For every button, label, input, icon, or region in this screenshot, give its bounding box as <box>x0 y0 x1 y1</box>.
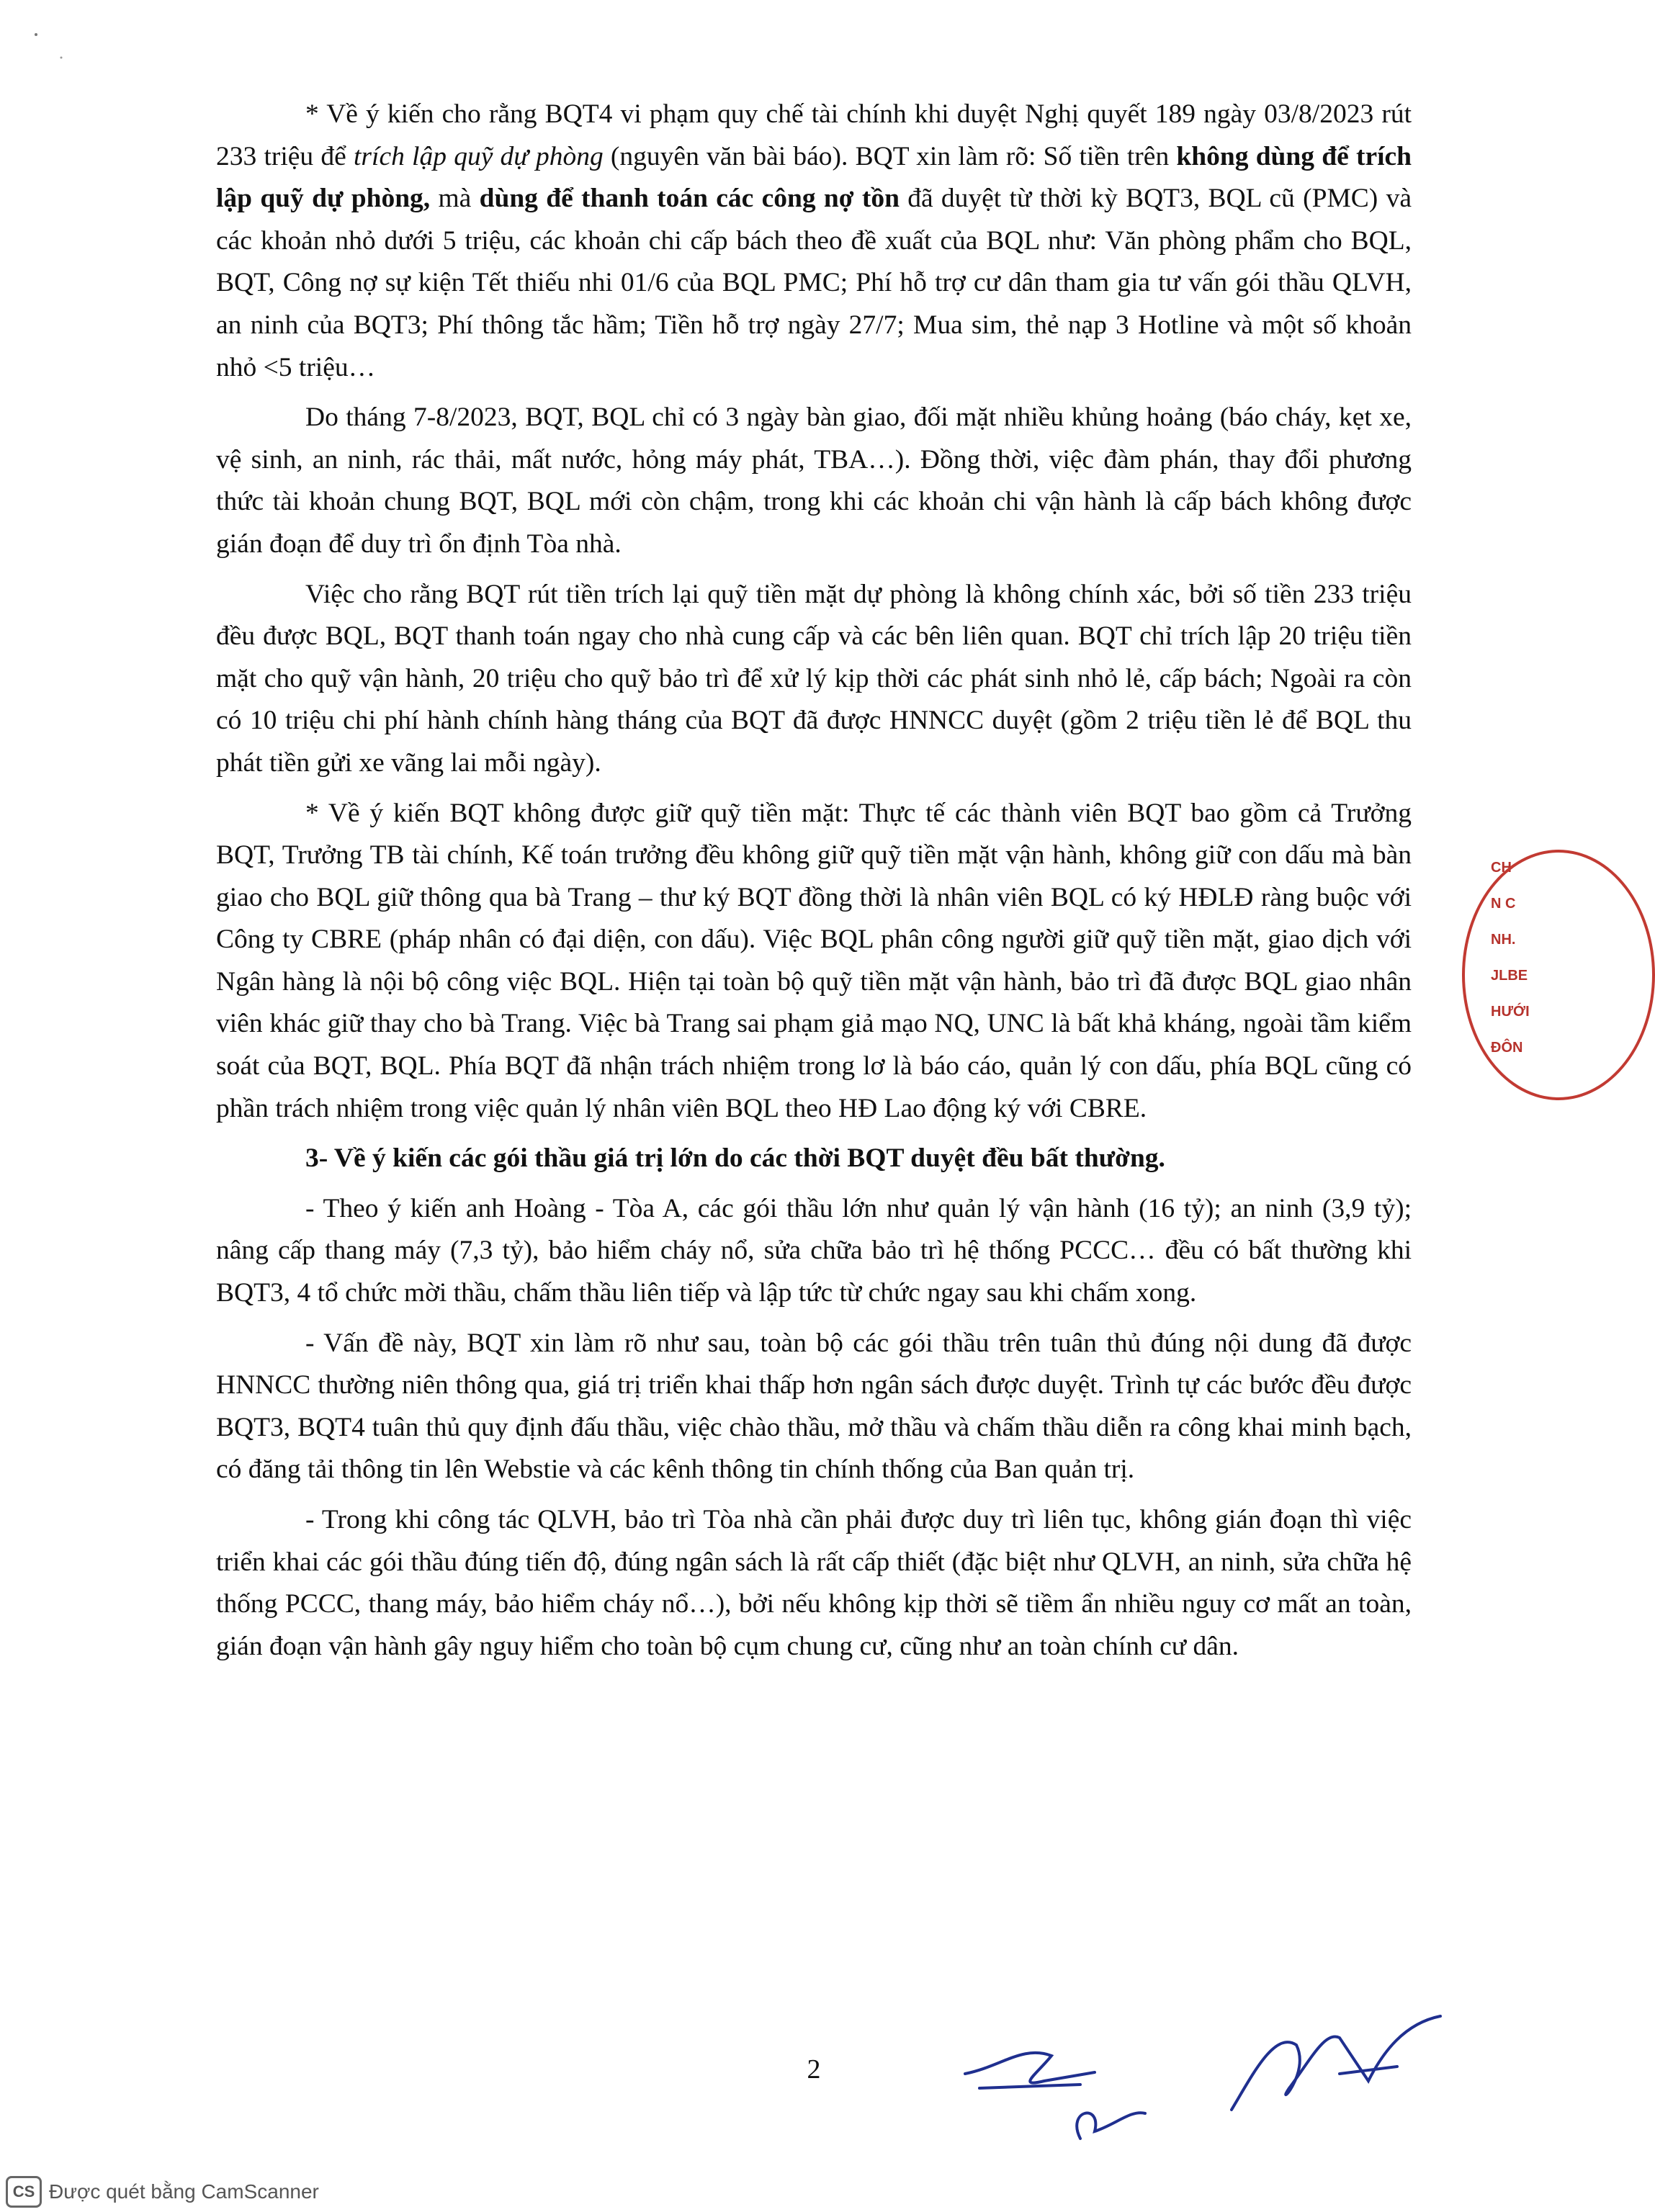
signature-3 <box>1232 2016 1440 2110</box>
paragraph-2: Do tháng 7-8/2023, BQT, BQL chỉ có 3 ngày bàn giao, đối mặt nhiều khủng hoảng (báo cháy, kẹt xe, vệ sinh, an ninh, rác thải, mất nước, hỏng máy phát, TBA…). Đồng thời, việc đàm phán, thay đổi phương thức tài khoản chung BQT, BQL mới còn chậm, trong khi các khoản chi vận hành là cấp bách không được gián đoạn để duy trì ổn định Tòa nhà. <box>216 403 1412 559</box>
stamp-line: ĐÔN <box>1491 1040 1523 1056</box>
scanner-footer-text: Được quét bằng CamScanner <box>49 2180 319 2203</box>
paragraph-6: - Vấn đề này, BQT xin làm rõ như sau, toàn bộ các gói thầu trên tuân thủ đúng nội dung đã được HNNCC thường niên thông qua, giá trị triển khai thấp hơn ngân sách được duyệt. Trình tự các bước đều được BQT3, BQT4 tuân thủ quy định đấu thầu, việc chào thầu, mở thầu và chấm thầu diễn ra công khai minh bạch, có đăng tải thông tin lên Webstie và các kênh thông tin chính thống của Ban quản trị. <box>216 1328 1412 1485</box>
document-body <box>216 94 1412 1676</box>
stamp-line: N C <box>1491 896 1516 912</box>
paragraph-5: - Theo ý kiến anh Hoàng - Tòa A, các gói thầu lớn như quản lý vận hành (16 tỷ); an ninh (3,9 tỷ); nâng cấp thang máy (7,3 tỷ), bảo hiểm cháy nổ, sửa chữa bảo trì hệ thống PCCC… đều có bất thường khi BQT3, 4 tổ chức mời thầu, chấm thầu liên tiếp và lập tức từ chức ngay sau khi chấm xong. <box>216 1193 1412 1308</box>
camscanner-logo-icon: CS <box>6 2176 42 2208</box>
signature-2 <box>1077 2113 1145 2139</box>
stamp-line: HƯỚI <box>1491 1004 1530 1020</box>
paragraph-1: * Về ý kiến cho rằng BQT4 vi phạm quy chế tài chính khi duyệt Nghị quyết 189 ngày 03/8/2023 rút 233 triệu để trích lập quỹ dự phòng (nguyên văn bài báo). BQT xin làm rõ: Số tiền trên không dùng để trích lập quỹ dự phòng, mà dùng để thanh toán các công nợ tồn đã duyệt từ thời kỳ BQT3, BQL cũ (PMC) và các khoản nhỏ dưới 5 triệu, các khoản chi cấp bách theo đề xuất của BQL như: Văn phòng phẩm cho BQL, BQT, Công nợ sự kiện Tết thiếu nhi 01/6 của BQL PMC; Phí hỗ trợ cư dân tham gia tư vấn gói thầu QLVH, an ninh của BQT3; Phí thông tắc hầm; Tiền hỗ trợ ngày 27/7; Mua sim, thẻ nạp 3 Hotline và một số khoản nhỏ <5 triệu… <box>216 99 1412 382</box>
speck-marks <box>29 29 86 72</box>
paragraph-7: - Trong khi công tác QLVH, bảo trì Tòa nhà cần phải được duy trì liên tục, không gián đoạn thì việc triển khai các gói thầu đúng tiến độ, đúng ngân sách là rất cấp thiết (đặc biệt như QLVH, an ninh, sửa chữa hệ thống PCCC, thang máy, bảo hiểm cháy nổ…), bởi nếu không kịp thời sẽ tiềm ẩn nhiều nguy cơ mất an toàn, gián đoạn vận hành gây nguy hiểm cho toàn bộ cụm chung cư, cũng như an toàn chính cư dân. <box>216 1505 1412 1661</box>
section-heading-3: 3- Về ý kiến các gói thầu giá trị lớn do các thời BQT duyệt đều bất thường. <box>305 1143 1165 1174</box>
stamp-line: NH. <box>1491 932 1516 948</box>
scan-specks <box>29 29 86 76</box>
stamp-ring <box>1462 850 1655 1100</box>
signatures <box>936 1987 1440 2153</box>
signature-1 <box>965 2053 1095 2088</box>
paragraph-3: Việc cho rằng BQT rút tiền trích lại quỹ tiền mặt dự phòng là không chính xác, bởi số tiền 233 triệu đều được BQL, BQT thanh toán ngay cho nhà cung cấp và các bên liên quan. BQT chỉ trích lập 20 triệu tiền mặt cho quỹ vận hành, 20 triệu cho quỹ bảo trì để xử lý kịp thời các phát sinh nhỏ lẻ, cấp bách; Ngoài ra còn có 10 triệu chi phí hành chính hàng tháng của BQT đã được HNNCC duyệt (gồm 2 triệu tiền lẻ để BQL thu phát tiền gửi xe vãng lai mỗi ngày). <box>216 579 1412 778</box>
stamp-line: CH <box>1491 860 1512 876</box>
stamp-line: JLBE <box>1491 968 1528 984</box>
scanner-footer <box>0 2175 319 2209</box>
red-stamp <box>1462 850 1530 1109</box>
paragraph-4: * Về ý kiến BQT không được giữ quỹ tiền mặt: Thực tế các thành viên BQT bao gồm cả Trưởng BQT, Trưởng TB tài chính, Kế toán trưởng đều không giữ quỹ tiền mặt vận hành, không giữ con dấu mà bàn giao cho BQL giữ thông qua bà Trang – thư ký BQT đồng thời là nhân viên BQL có ký HĐLĐ ràng buộc với Công ty CBRE (pháp nhân có đại diện, con dấu). Việc BQL phân công người giữ quỹ tiền mặt, giao dịch với Ngân hàng là nội bộ công việc BQL. Hiện tại toàn bộ quỹ tiền mặt vận hành, bảo trì đã được BQL giao nhân viên khác giữ thay cho bà Trang. Việc bà Trang sai phạm giả mạo NQ, UNC là bất khả kháng, ngoài tầm kiểm soát của BQT, BQL. Phía BQT đã nhận trách nhiệm trong lơ là báo cáo, quản lý con dấu, phía BQL cũng có phần trách nhiệm trong việc quản lý nhân viên BQL theo HĐ Lao động ký với CBRE. <box>216 798 1412 1123</box>
page-number: 2 <box>807 2054 821 2085</box>
